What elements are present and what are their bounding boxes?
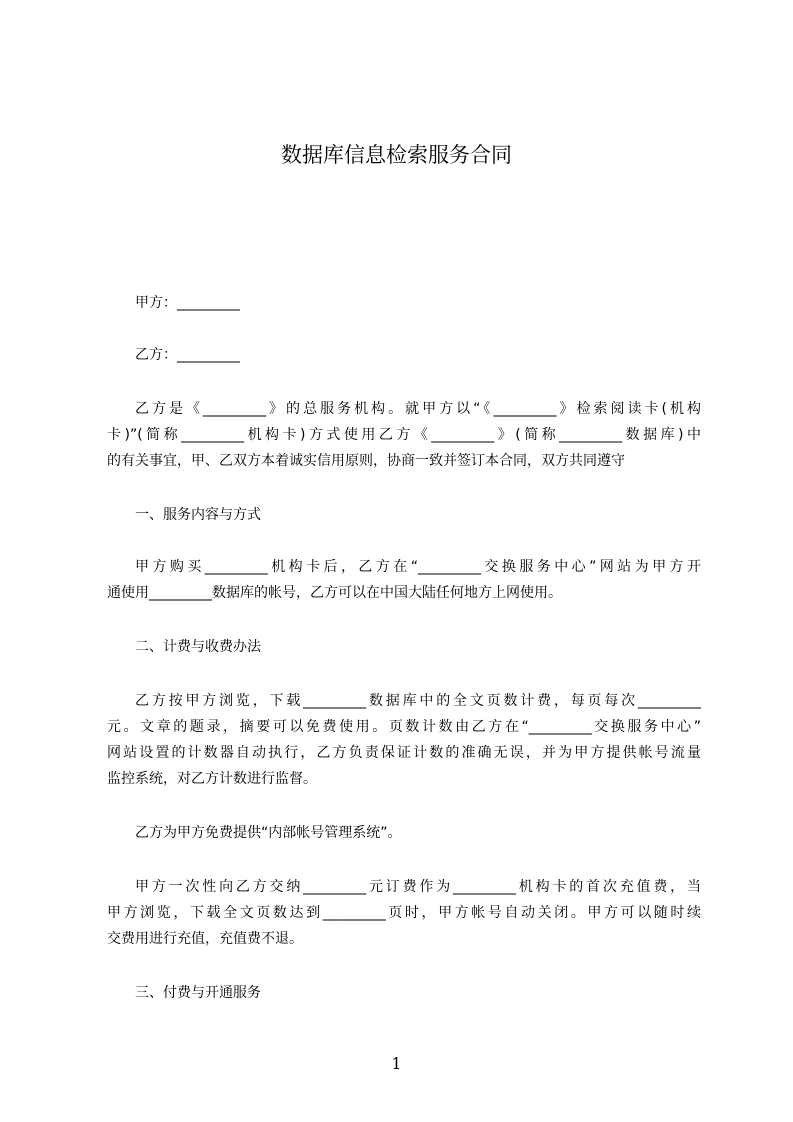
section-2-heading: [107, 634, 701, 660]
section-2-p1-line-1: 乙方按甲方浏览，下载_________数据库中的全文页数计费，每页每次_________: [135, 693, 701, 709]
intro-line-1: 乙方是《_________》的总服务机构。就甲方以“《_________》检索阅读卡(机构: [135, 401, 701, 417]
party-a-line: [107, 290, 701, 316]
section-2-p3-line-3: 交费用进行充值，充值费不退。: [107, 931, 303, 947]
section-1-line-1: 甲方购买_________机构卡后，乙方在“_________交换服务中心”网站为甲方开: [135, 559, 701, 575]
section-2-p3-line-1: 甲方一次性向乙方交纳_________元订费作为_________机构卡的首次充值费，当: [135, 879, 701, 895]
section-2-p2-text: 乙方为甲方免费提供“内部帐号管理系统”。: [135, 825, 402, 841]
section-3-heading: [107, 980, 701, 1006]
section-2-paragraph-1: [107, 688, 701, 792]
section-1-paragraph: [107, 554, 701, 606]
intro-line-2: 卡)”(简称_________机构卡)方式使用乙方《_________》(简称_________数据库)中: [107, 427, 701, 443]
section-1-line-2: 通使用_________数据库的帐号，乙方可以在中国大陆任何地方上网使用。: [107, 585, 562, 601]
section-2-p1-line-2: 元。文章的题录，摘要可以免费使用。页数计数由乙方在“_________交换服务中心”: [107, 719, 701, 735]
section-2-paragraph-3: [107, 874, 701, 952]
party-a-text: 甲方：_________: [135, 295, 240, 311]
section-1-heading-text: 一、服务内容与方式: [135, 507, 261, 523]
section-3-heading-text: 三、付费与开通服务: [135, 985, 261, 1001]
party-b-line: [107, 342, 701, 368]
intro-line-3: 的有关事宜，甲、乙双方本着诚实信用原则，协商一致并签订本合同，双方共同遵守: [107, 453, 625, 469]
party-b-text: 乙方：_________: [135, 347, 240, 363]
section-2-p3-line-2: 甲方浏览，下载全文页数达到_________页时，甲方帐号自动关闭。甲方可以随时续: [107, 905, 701, 921]
intro-paragraph: [107, 396, 701, 474]
document-title: 数据库信息检索服务合同: [281, 143, 512, 167]
section-2-p1-line-3: 网站设置的计数器自动执行，乙方负责保证计数的准确无误，并为甲方提供帐号流量: [107, 745, 701, 761]
section-1-heading: [107, 502, 701, 528]
section-2-p1-line-4: 监控系统，对乙方计数进行监督。: [107, 771, 317, 787]
page-number: 1: [391, 1054, 402, 1073]
section-2-heading-text: 二、计费与收费办法: [135, 639, 261, 655]
section-2-paragraph-2: [107, 820, 701, 846]
